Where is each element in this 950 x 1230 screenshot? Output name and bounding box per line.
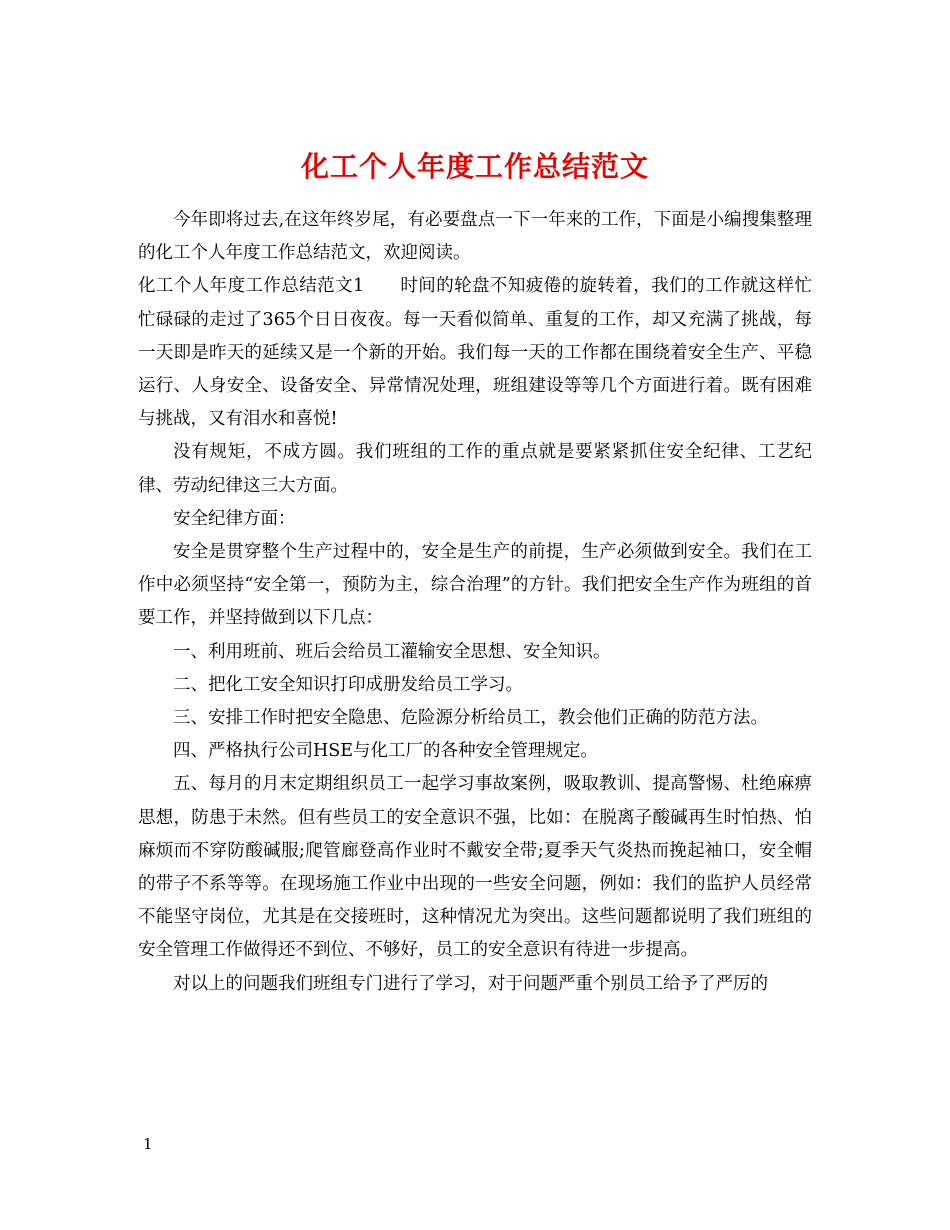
- paragraph-9: 四、严格执行公司HSE与化工厂的各种安全管理规定。: [173, 741, 599, 762]
- paragraph-2: 化工个人年度工作总结范文1 时间的轮盘不知疲倦的旋转着，我们的工作就这样忙忙碌碌的走过了365个日日夜夜。每一天看似简单、重复的工作，却又充满了挑战，每一天即是昨天的延续又是一个新的开始。我们每一天的工作都在围绕着安全生产、平稳运行、人身安全、设备安全、异常情况处理，班组建设等等几个方面进行着。既有困难与挑战，又有泪水和喜悦!: [138, 276, 812, 430]
- paragraph-1: 今年即将过去,在这年终岁尾，有必要盘点一下一年来的工作，下面是小编搜集整理的化工个人年度工作总结范文，欢迎阅读。: [138, 210, 812, 264]
- page-number: 1: [143, 1135, 153, 1153]
- page-title: 化工个人年度工作总结范文: [300, 149, 649, 183]
- paragraph-6: 一、利用班前、班后会给员工灌输安全思想、安全知识。: [173, 641, 611, 662]
- paragraph-5: 安全是贯穿整个生产过程中的，安全是生产的前提，生产必须做到安全。我们在工作中必须坚持“安全第一，预防为主，综合治理”的方针。我们把安全生产作为班组的首要工作，并坚持做到以下几点：: [138, 542, 812, 629]
- paragraph-3: 没有规矩，不成方圆。我们班组的工作的重点就是要紧紧抓住安全纪律、工艺纪律、劳动纪律这三大方面。: [138, 442, 812, 496]
- paragraph-11: 对以上的问题我们班组专门进行了学习，对于问题严重个别员工给予了严厉的: [173, 973, 768, 994]
- document-body: [138, 204, 812, 1001]
- paragraph-8: 三、安排工作时把安全隐患、危险源分析给员工，教会他们正确的防范方法。: [173, 708, 768, 729]
- paragraph-7: 二、把化工安全知识打印成册发给员工学习。: [173, 674, 523, 695]
- paragraph-10: 五、每月的月末定期组织员工一起学习事故案例，吸取教训、提高警惕、杜绝麻痹思想，防患于未然。但有些员工的安全意识不强，比如：在脱离子酸碱再生时怕热、怕麻烦而不穿防酸碱服;爬管廊登高作业时不戴安全带;夏季天气炎热而挽起袖口，安全帽的带子不系等等。在现场施工作业中出现的一些安全问题，例如：我们的监护人员经常不能坚守岗位，尤其是在交接班时，这种情况尤为突出。这些问题都说明了我们班组的安全管理工作做得还不到位、不够好，员工的安全意识有待进一步提高。: [138, 774, 812, 961]
- paragraph-4: 安全纪律方面：: [173, 508, 296, 529]
